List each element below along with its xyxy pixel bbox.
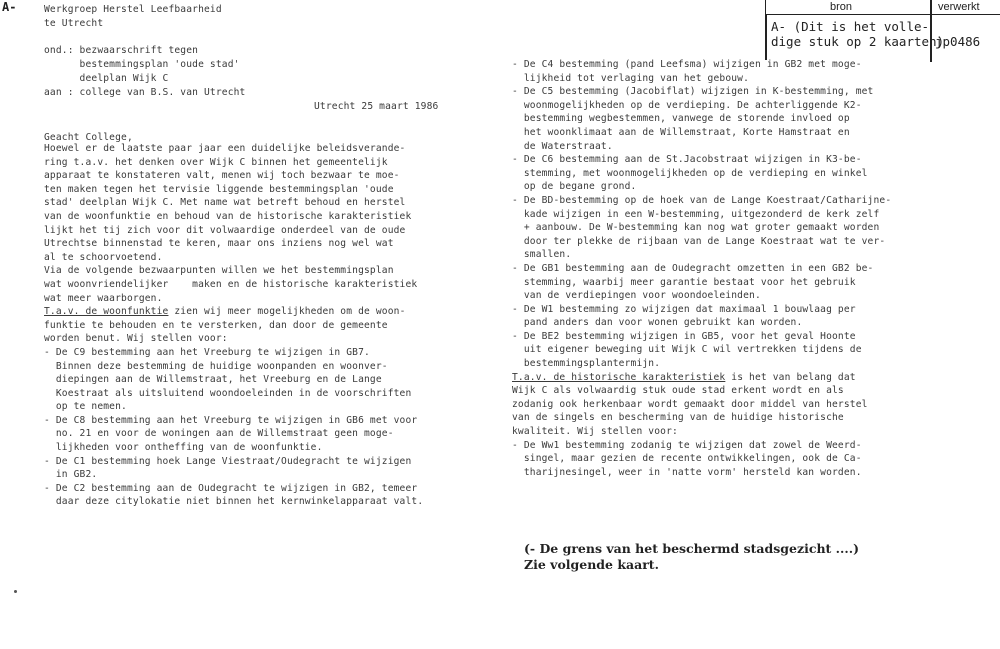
text-line: - De Ww1 bestemming zodanig te wijzigen dat zowel de Weerd-	[512, 439, 862, 451]
text-line: - De BE2 bestemming wijzigen in GB5, voor het geval Hoonte	[512, 330, 856, 342]
text-line: in GB2.	[44, 469, 98, 481]
text-line: lijkheid tot verlaging van het gebouw.	[512, 72, 750, 84]
text-line: de Waterstraat.	[512, 140, 613, 152]
text-line: Utrechtse binnenstad te keren, maar ons inziens nog wel wat	[44, 238, 394, 250]
text-line: kade wijzigen in een W-bestemming, uitgezonderd de kerk zelf	[512, 208, 880, 220]
text-line: op te nemen.	[44, 401, 127, 413]
text-line: het woonklimaat aan de Willemstraat, Korte Hamstraat en	[512, 126, 850, 138]
text-line: - De BD-bestemming op de hoek van de Lange Koestraat/Catharijne-	[512, 194, 892, 206]
text-line: T.a.v. de historische karakteristiek is het van belang dat	[512, 371, 856, 383]
text-line: T.a.v. de woonfunktie zien wij meer mogelijkheden om de woon-	[44, 306, 406, 318]
verwerkt-value: jp0486	[935, 34, 981, 49]
text-line: - De C5 bestemming (Jacobiflat) wijzigen in K-bestemming, met	[512, 86, 874, 98]
text-line: van de verdiepingen voor woondoeleinden.	[512, 290, 761, 302]
closing-line-2: Zie volgende kaart.	[524, 557, 659, 572]
text-line: - De W1 bestemming zo wijzigen dat maximaal 1 bouwlaag per	[512, 303, 856, 315]
text-line: smallen.	[512, 249, 572, 261]
text-line: zodanig ook herkenbaar wordt gemaakt door middel van herstel	[512, 398, 868, 410]
text-line: uit eigener beweging uit Wijk C wil vertrekken tijdens de	[512, 344, 862, 356]
recipient-line: aan : college van B.S. van Utrecht	[44, 87, 246, 98]
bron-note: A- (Dit is het volle- dige stuk op 2 kaarten)	[771, 19, 945, 49]
text-line: wat meer waarborgen.	[44, 292, 163, 304]
text-line: ring t.a.v. het denken over Wijk C binnen het gemeentelijk	[44, 156, 388, 168]
left-column	[44, 142, 423, 509]
text-line: wat woonvriendelijker maken en de historische karakteristiek	[44, 278, 418, 290]
text-line: stemming, met woonmogelijkheden op de verdieping en winkel	[512, 167, 868, 179]
text-line: op de begane grond.	[512, 181, 637, 193]
text-line: + aanbouw. De W-bestemming kan nog wat groter gemaakt worden	[512, 222, 880, 234]
salutation: Geacht College,	[44, 132, 133, 143]
text-line: - De C6 bestemming aan de St.Jacobstraat wijzigen in K3-be-	[512, 154, 862, 166]
text-line: apparaat te konstateren valt, menen wij toch bezwaar te moe-	[44, 170, 400, 182]
sender-line-1: Werkgroep Herstel Leefbaarheid	[44, 4, 222, 15]
text-line: no. 21 en voor de woningen aan de Willemstraat geen moge-	[44, 428, 394, 440]
text-line: van de singels en bescherming van de huidige historische	[512, 412, 844, 424]
text-line: funktie te behouden en te versterken, dan door de gemeente	[44, 319, 388, 331]
text-line: - De C1 bestemming hoek Lange Viestraat/Oudegracht te wijzigen	[44, 455, 412, 467]
text-line: - De C8 bestemming aan het Vreeburg te wijzigen in GB6 met voor	[44, 414, 418, 426]
letter-date: Utrecht 25 maart 1986	[314, 101, 439, 112]
text-line: lijkt het tij zich voor dit volwaardige onderdeel van de oude	[44, 224, 406, 236]
text-line: Binnen deze bestemming de huidige woonpanden en woonver-	[44, 360, 388, 372]
sender-line-2: te Utrecht	[44, 18, 104, 29]
text-line: pand anders dan voor wonen gebruikt kan worden.	[512, 317, 803, 329]
text-line: - De C2 bestemming aan de Oudegracht te wijzigen in GB2, temeer	[44, 482, 418, 494]
text-line: diepingen aan de Willemstraat, het Vreeburg en de Lange	[44, 374, 382, 386]
text-line: stemming, waarbij meer garantie bestaat voor het gebruik	[512, 276, 856, 288]
text-line: - De GB1 bestemming aan de Oudegracht omzetten in een GB2 be-	[512, 262, 874, 274]
subject-line-1: ond.: bezwaarschrift tegen	[44, 45, 199, 56]
text-line: Koestraat als uitsluitend woondoeleinden in de voorschriften	[44, 387, 412, 399]
text-line: ten maken tegen het tervisie liggende bestemmingsplan 'oude	[44, 183, 394, 195]
text-line: kwaliteit. Wij stellen voor:	[512, 426, 678, 438]
text-line: stad' deelplan Wijk C. Met name wat betreft behoud en herstel	[44, 197, 406, 209]
text-line: bestemmingsplantermijn.	[512, 358, 661, 370]
text-line: al te schoorvoetend.	[44, 251, 163, 263]
bron-label: bron	[830, 1, 853, 13]
verwerkt-label: verwerkt	[938, 1, 980, 13]
text-line: Via de volgende bezwaarpunten willen we het bestemmingsplan	[44, 265, 394, 277]
text-line: tharijnesingel, weer in 'natte vorm' hersteld kan worden.	[512, 466, 862, 478]
text-line: Wijk C als volwaardig stuk oude stad erkent wordt en als	[512, 385, 844, 397]
text-line: Hoewel er de laatste paar jaar een duidelijke beleidsverande-	[44, 143, 406, 154]
closing-line-1: (- De grens van het beschermd stadsgezicht ....)	[524, 541, 859, 556]
text-line: worden benut. Wij stellen voor:	[44, 333, 228, 345]
text-line: woonmogelijkheden op de verdieping. De achterliggende K2-	[512, 99, 862, 111]
text-line: - De C9 bestemming aan het Vreeburg te wijzigen in GB7.	[44, 346, 370, 358]
text-line: - De C4 bestemming (pand Leefsma) wijzigen in GB2 met moge-	[512, 59, 862, 70]
text-line: daar deze citylokatie niet binnen het kernwinkelapparaat valt.	[44, 496, 424, 508]
subject-line-3: deelplan Wijk C	[44, 73, 169, 84]
header-left-border	[765, 14, 767, 60]
text-line: singel, maar gezien de recente ontwikkelingen, ook de Ca-	[512, 453, 862, 465]
text-line: bestemming wegbestemmen, vanwege de storende invloed op	[512, 113, 850, 125]
closing-note	[524, 541, 859, 573]
right-column	[512, 58, 891, 479]
text-line: door ter plekke de rijbaan van de Lange Koestraat wat te ver-	[512, 235, 886, 247]
margin-mark: A-	[2, 0, 17, 14]
subject-line-2: bestemmingsplan 'oude stad'	[44, 59, 240, 70]
page-speck	[14, 590, 17, 593]
text-line: lijkheden voor ontheffing van de woonfunktie.	[44, 442, 323, 454]
text-line: van de woonfunktie en behoud van de historische karakteristiek	[44, 210, 412, 222]
